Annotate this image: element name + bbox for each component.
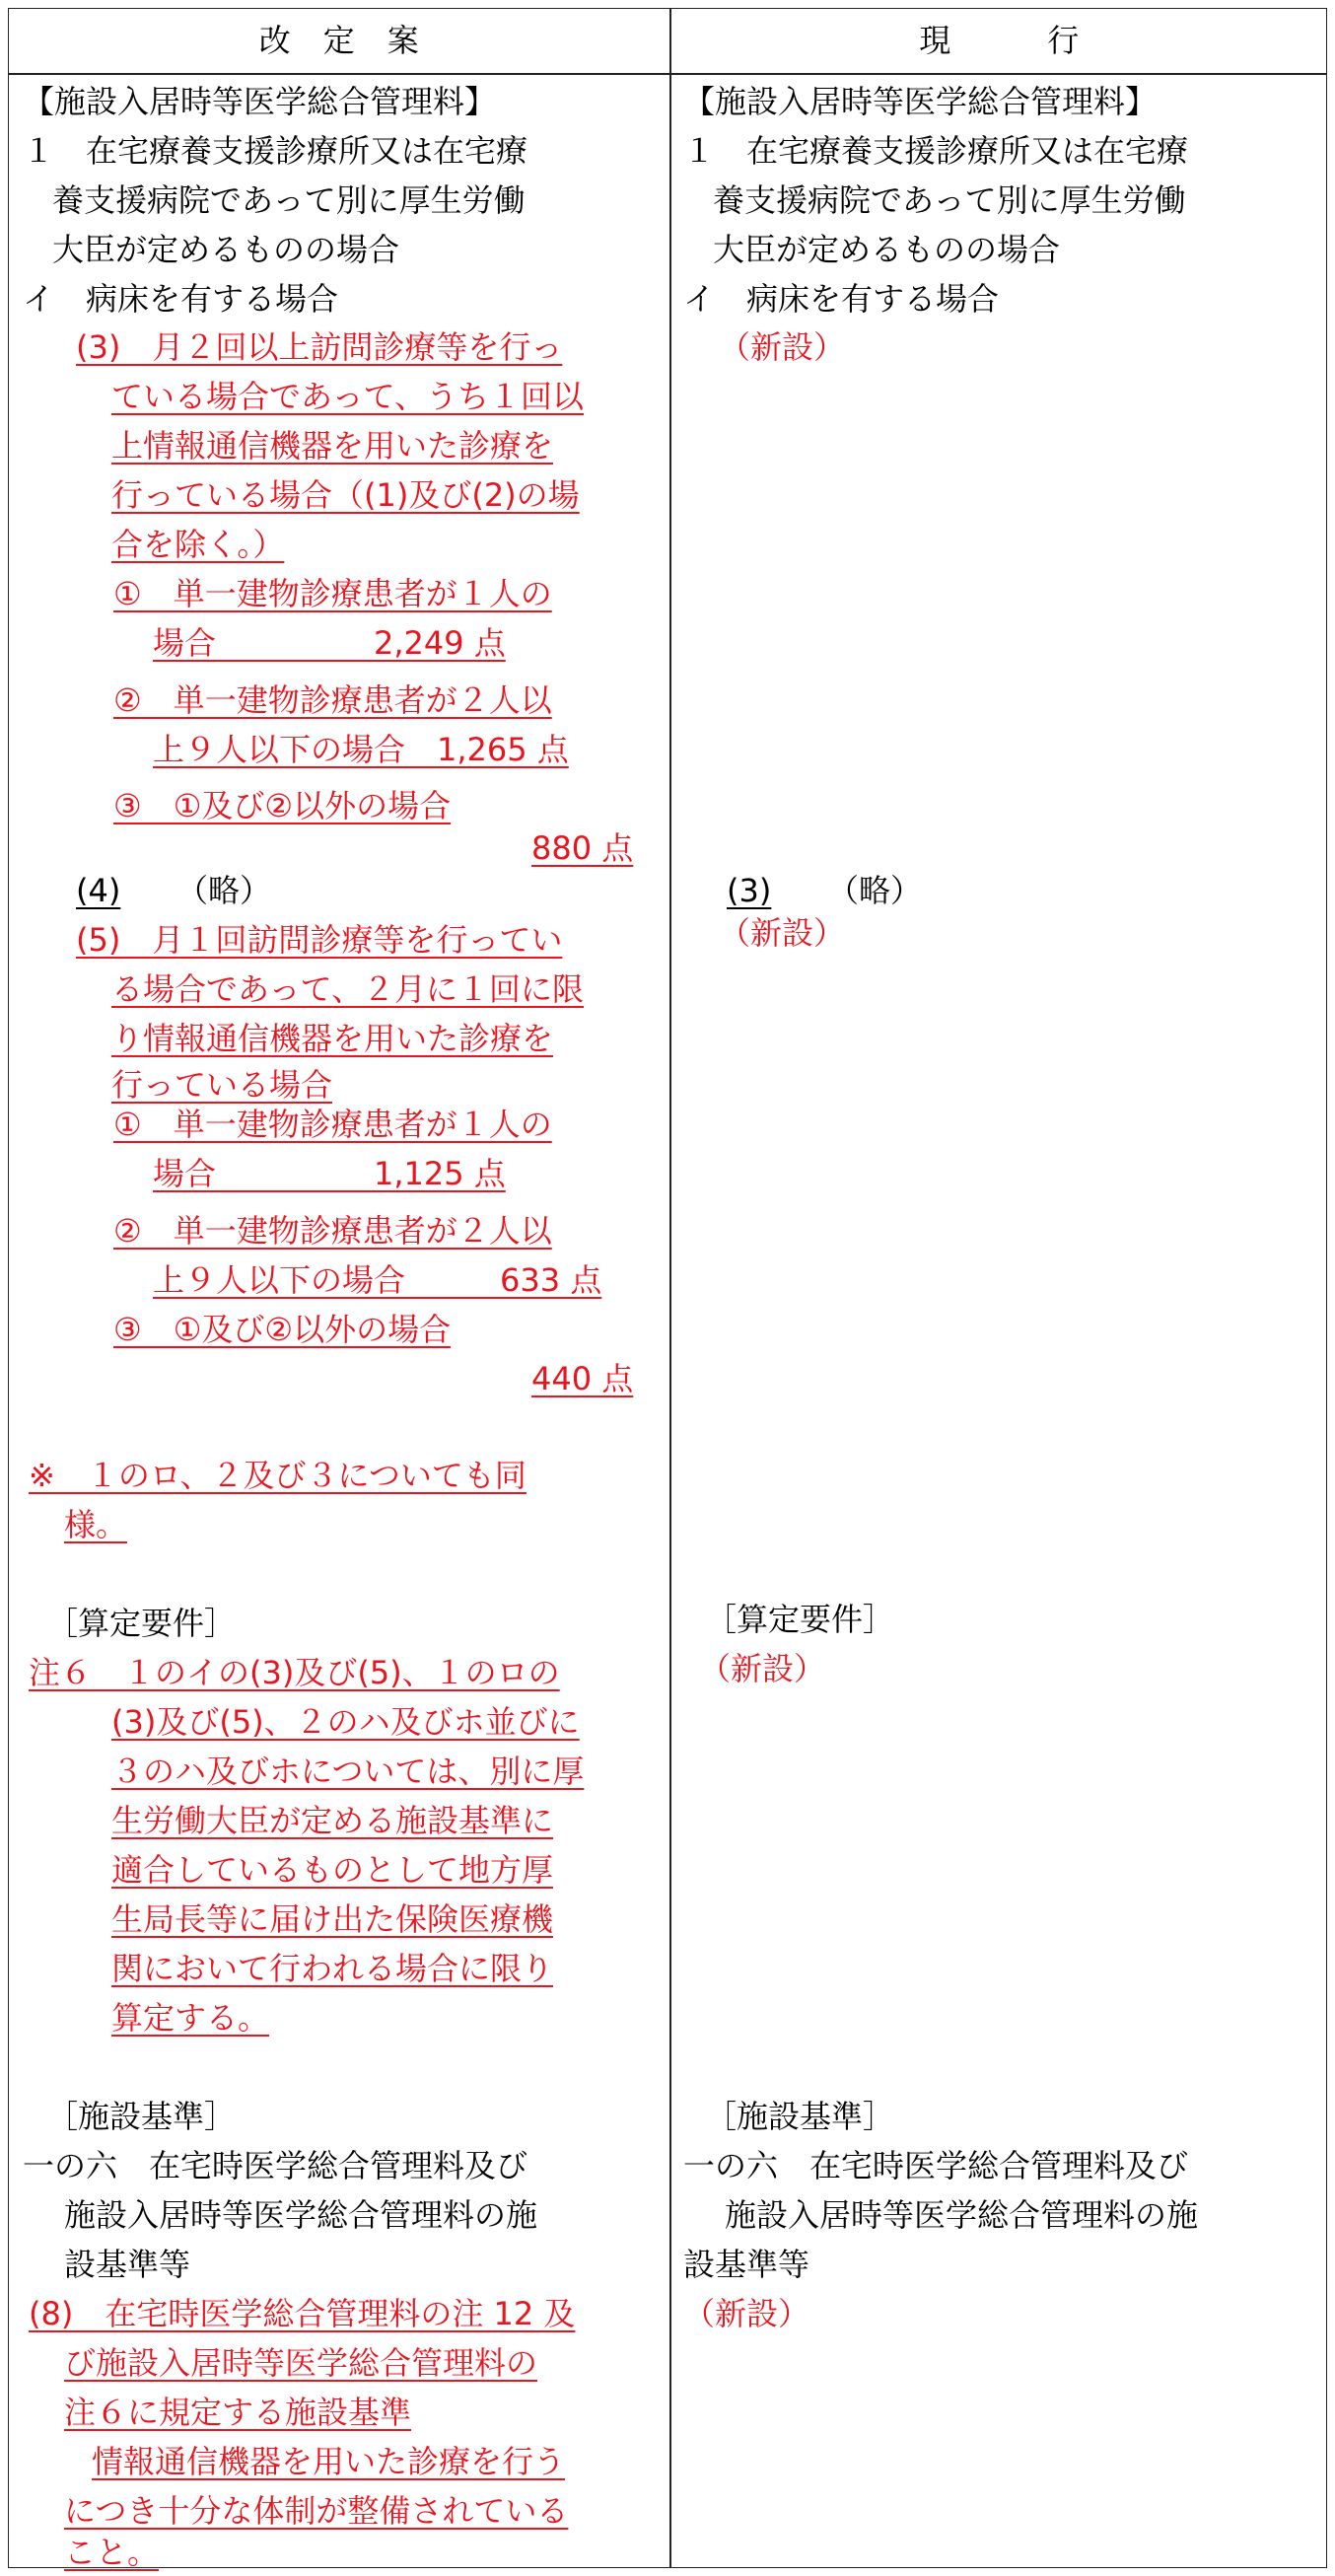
right-item-i: イ 病床を有する場合 [683, 280, 1000, 318]
right-item1-line3: 大臣が定めるものの場合 [713, 231, 1061, 268]
left-new3-line2: ている場合であって、うち１回以 [111, 378, 585, 415]
left-new8-line5: につき十分な体制が整備されている [64, 2492, 569, 2530]
right-title: 【施設入居時等医学総合管理料】 [683, 83, 1158, 120]
column-divider [669, 9, 671, 2567]
left-new8-line2: び施設入居時等医学総合管理料の [64, 2344, 538, 2382]
right-item1-line1: １ 在宅療養支援診療所又は在宅療 [683, 132, 1189, 170]
left-item1-line2: 養支援病院であって別に厚生労働 [52, 181, 526, 219]
right-item1-line2: 養支援病院であって別に厚生労働 [713, 181, 1186, 219]
left-new8-line4: 情報通信機器を用いた診療を行う [92, 2443, 566, 2480]
left-new5-sub2-line1: ② 単一建物診療患者が２人以 [113, 1212, 552, 1250]
left-new5-sub2-line2: 上９人以下の場合 633 点 [153, 1261, 602, 1299]
left-std-line1: 一の六 在宅時医学総合管理料及び [23, 2147, 528, 2184]
left-new3-sub2-line1: ② 単一建物診療患者が２人以 [113, 681, 552, 719]
right-std-line3: 設基準等 [683, 2246, 810, 2283]
left-req-heading: ［算定要件］ [46, 1605, 237, 1642]
left-new3-line4: 行っている場合（(1)及び(2)の場 [111, 476, 580, 514]
left-std-heading: ［施設基準］ [46, 2098, 237, 2135]
left-note-line2: 様。 [64, 1506, 128, 1543]
left-std-line2: 施設入居時等医学総合管理料の施 [64, 2196, 538, 2234]
left-item1-line3: 大臣が定めるものの場合 [52, 231, 400, 268]
left-new8-line3: 注６に規定する施設基準 [64, 2394, 412, 2431]
left-new3-sub3-points: 880 点 [531, 829, 634, 867]
right-req-heading: ［算定要件］ [705, 1601, 895, 1638]
left-title: 【施設入居時等医学総合管理料】 [23, 83, 497, 120]
left-item-i: イ 病床を有する場合 [23, 280, 339, 318]
left-new5-line3: り情報通信機器を用いた診療を [111, 1020, 554, 1057]
left-new3-line3: 上情報通信機器を用いた診療を [111, 427, 554, 465]
left-note6-line6: 生局長等に届け出た保険医療機 [111, 1900, 554, 1938]
right-std-line2: 施設入居時等医学総合管理料の施 [725, 2196, 1199, 2234]
left-new5-line2: る場合であって、２月に１回に限 [111, 970, 585, 1008]
left-new5-sub1-line1: ① 単一建物診療患者が１人の [113, 1106, 552, 1143]
left-new5-sub3-points: 440 点 [531, 1360, 634, 1397]
left-new3-sub1-line2: 場合 2,249 点 [153, 624, 506, 662]
left-new5-line4: 行っている場合 [111, 1066, 333, 1104]
right-item3-text: （略） [827, 872, 923, 909]
right-new-marker-1: （新設） [719, 328, 846, 366]
left-new5-sub3-line1: ③ ①及び②以外の場合 [113, 1311, 452, 1348]
left-item4-text: （略） [176, 872, 272, 909]
left-note6-line4: 生労働大臣が定める施設基準に [111, 1802, 554, 1839]
right-item3-number: (3) [727, 872, 772, 909]
right-std-heading: ［施設基準］ [705, 2098, 895, 2135]
left-new3-sub3-line1: ③ ①及び②以外の場合 [113, 787, 452, 824]
left-note-line1: ※ １のロ、２及び３についても同 [29, 1457, 527, 1494]
left-item1-line1: １ 在宅療養支援診療所又は在宅療 [23, 132, 528, 170]
header-revised: 改 定 案 [258, 22, 420, 59]
left-note6-line5: 適合しているものとして地方厚 [111, 1851, 554, 1889]
left-note6-line8: 算定する。 [111, 1999, 270, 2037]
right-new-marker-3: （新設） [699, 1650, 826, 1687]
left-new3-line1: (3) 月２回以上訪問診療等を行っ [76, 328, 563, 366]
comparison-table [8, 8, 1327, 2571]
right-new-marker-2: （新設） [719, 914, 846, 952]
left-note6-line7: 関において行われる場合に限り [111, 1950, 554, 1987]
left-note6-line3: ３のハ及びホについては、別に厚 [111, 1753, 585, 1790]
right-std-line1: 一の六 在宅時医学総合管理料及び [683, 2147, 1189, 2184]
left-new8-line1: (8) 在宅時医学総合管理料の注 12 及 [29, 2295, 576, 2332]
header-current: 現 行 [919, 22, 1080, 59]
left-note6-line2: (3)及び(5)、２のハ及びホ並びに [111, 1703, 580, 1741]
header-divider [9, 73, 1326, 75]
left-new3-sub2-line2: 上９人以下の場合 1,265 点 [153, 731, 569, 768]
left-note6-line1: 注６ １のイの(3)及び(5)、１のロの [29, 1654, 560, 1691]
left-std-line3: 設基準等 [64, 2246, 191, 2283]
right-new-marker-4: （新設） [683, 2295, 810, 2332]
left-new3-sub1-line1: ① 単一建物診療患者が１人の [113, 575, 552, 612]
left-new8-line6: こと。 [64, 2534, 160, 2571]
left-item4-number: (4) [76, 872, 121, 909]
left-new5-sub1-line2: 場合 1,125 点 [153, 1155, 506, 1192]
left-new5-line1: (5) 月１回訪問診療等を行ってい [76, 921, 563, 959]
left-new3-line5: 合を除く。） [111, 526, 285, 563]
